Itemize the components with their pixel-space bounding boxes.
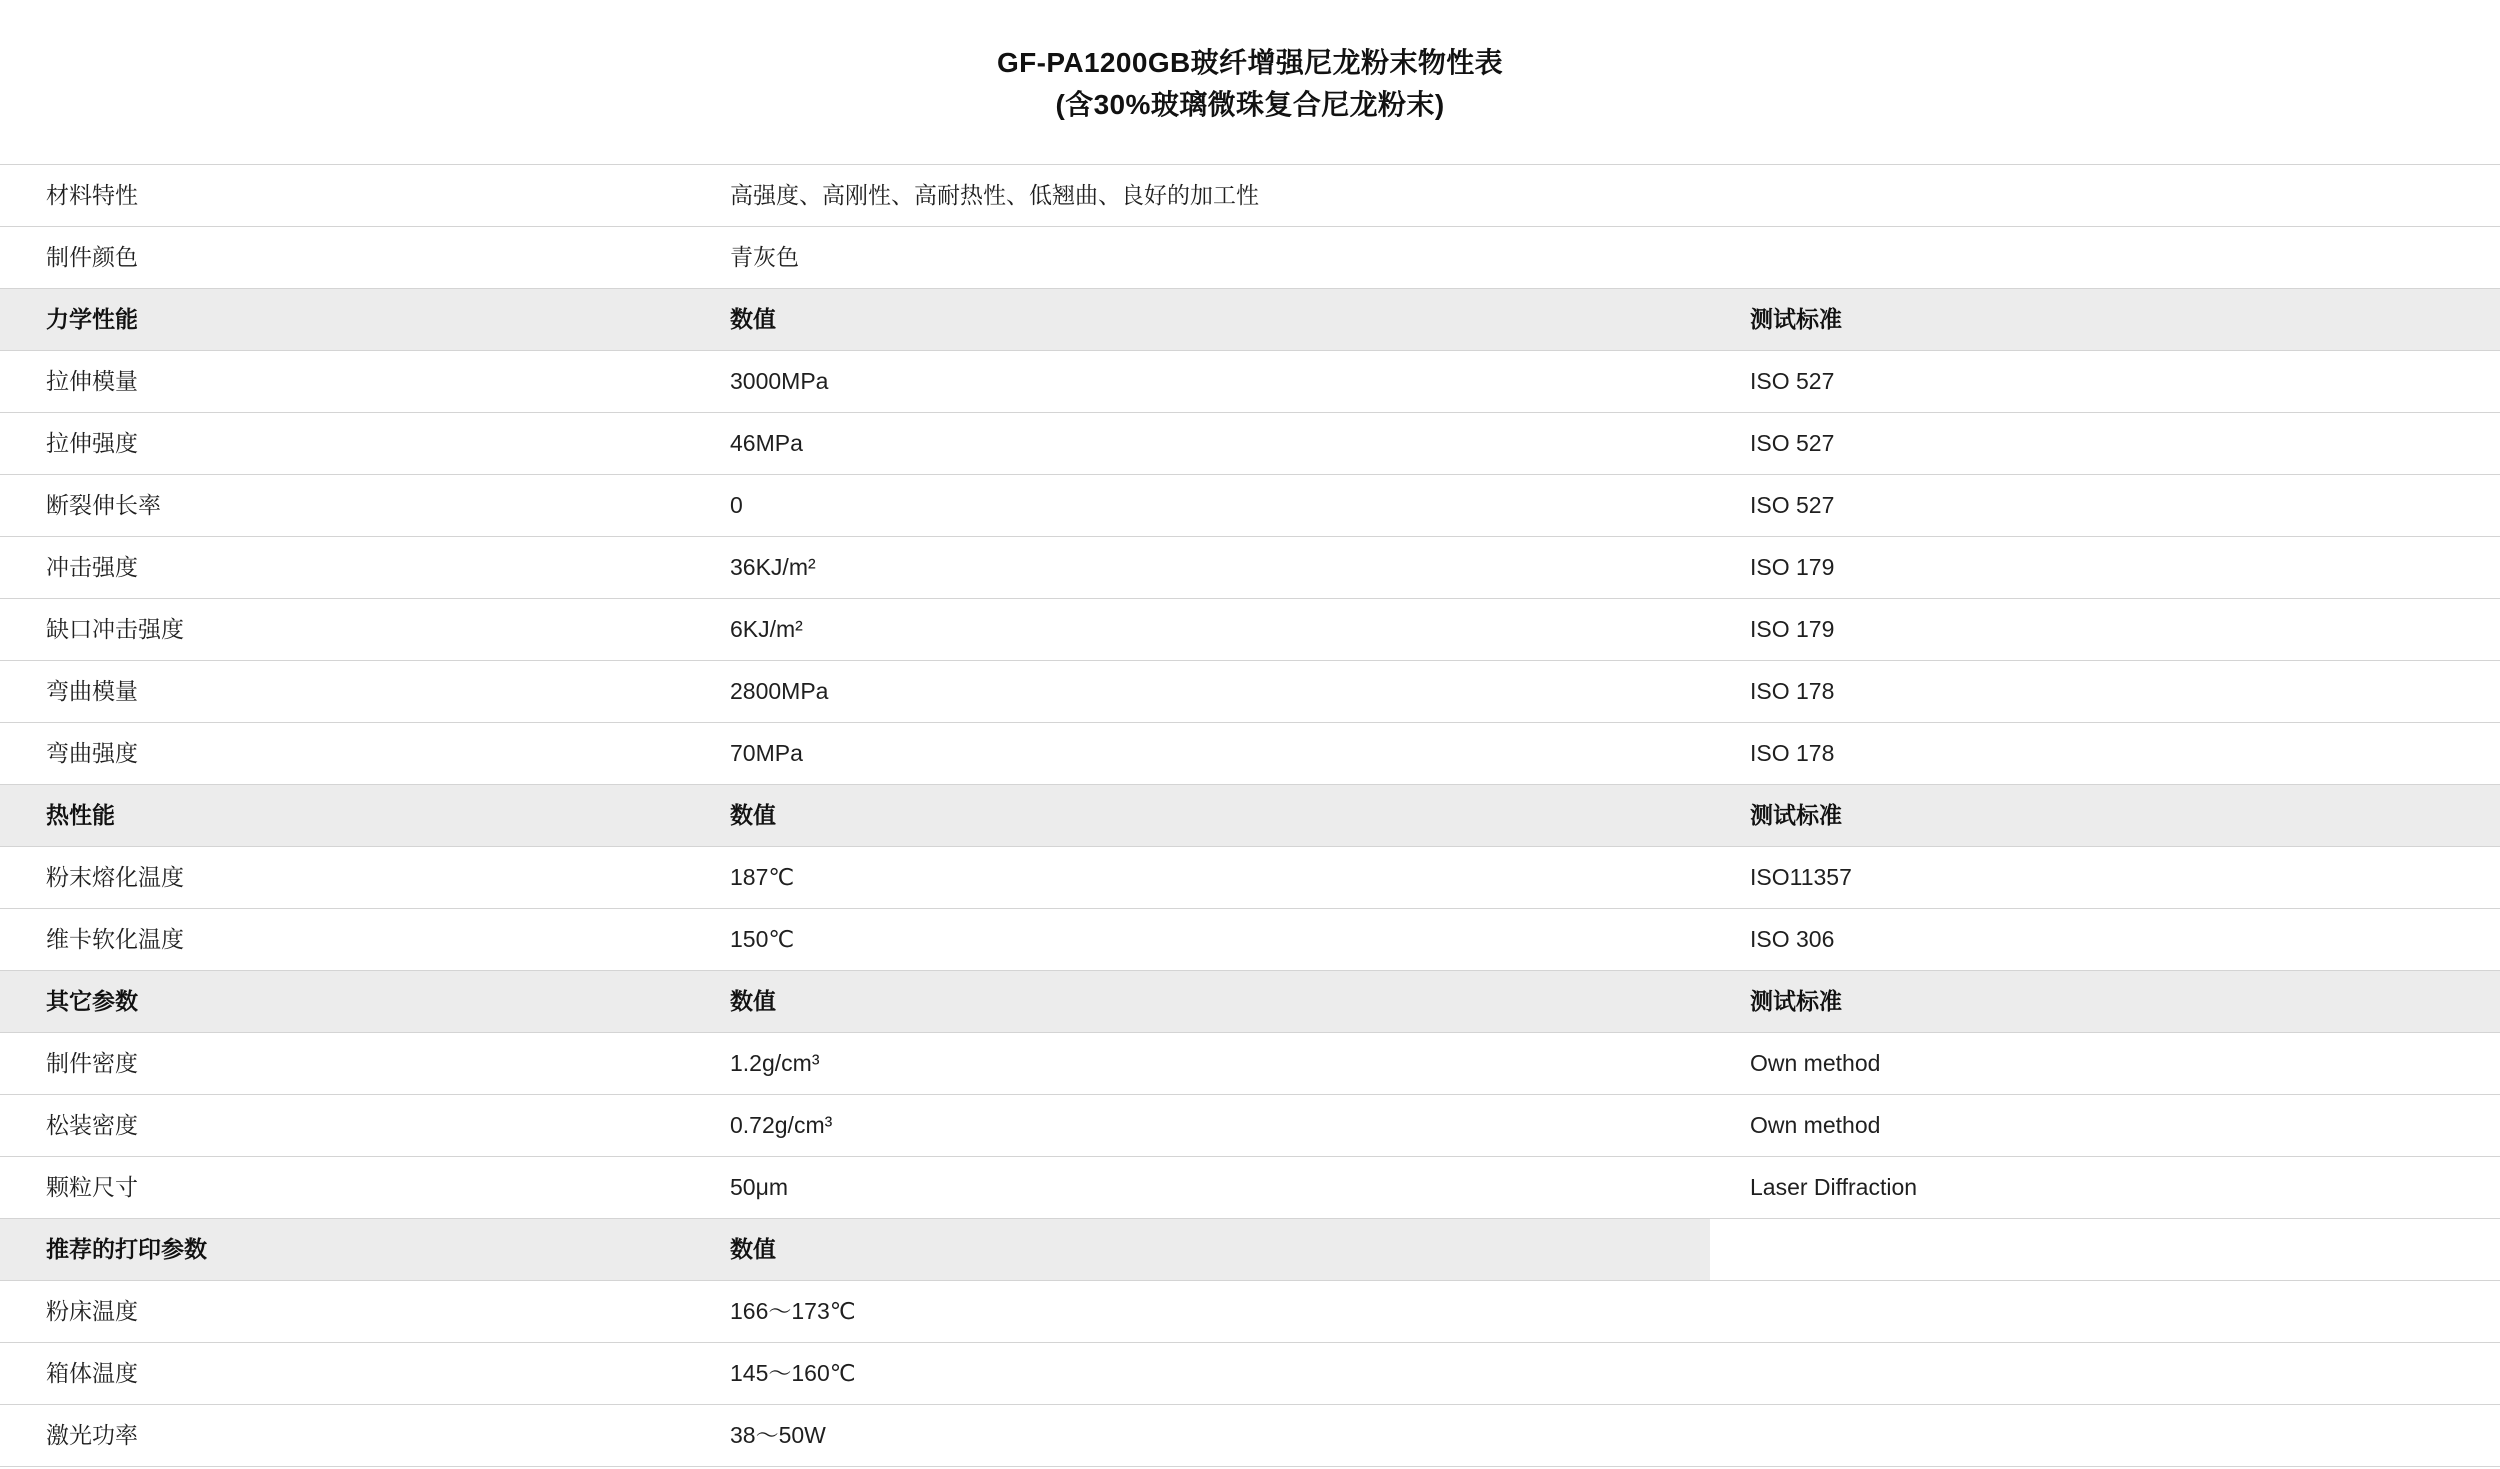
table-cell-property: 拉伸模量 bbox=[0, 351, 690, 413]
table-cell-standard: Own method bbox=[1710, 1033, 2500, 1095]
table-cell-property: 松装密度 bbox=[0, 1095, 690, 1157]
table-cell-value: 6KJ/m² bbox=[690, 599, 1710, 661]
table-row bbox=[0, 1157, 2500, 1219]
table-row bbox=[0, 847, 2500, 909]
table-cell-standard: ISO 179 bbox=[1710, 537, 2500, 599]
table-cell-standard: ISO 178 bbox=[1710, 723, 2500, 785]
table-cell-standard: Own method bbox=[1710, 1095, 2500, 1157]
table-section-row bbox=[0, 971, 2500, 1033]
table-cell-value: 数值 bbox=[690, 289, 1710, 351]
table-cell-property: 箱体温度 bbox=[0, 1343, 690, 1405]
table-cell-property: 粉床温度 bbox=[0, 1281, 690, 1343]
table-cell-standard: 测试标准 bbox=[1710, 785, 2500, 847]
table-cell-property: 热性能 bbox=[0, 785, 690, 847]
table-cell-property: 冲击强度 bbox=[0, 537, 690, 599]
table-cell-property: 制件颜色 bbox=[0, 227, 690, 289]
table-cell-value: 数值 bbox=[690, 785, 1710, 847]
table-row bbox=[0, 351, 2500, 413]
table-cell-standard bbox=[1710, 1281, 2500, 1343]
table-row bbox=[0, 227, 2500, 289]
table-cell-value: 青灰色 bbox=[690, 227, 2500, 289]
table-row bbox=[0, 909, 2500, 971]
table-cell-value: 38～50W bbox=[690, 1405, 1710, 1467]
table-row bbox=[0, 599, 2500, 661]
table-section-row bbox=[0, 1219, 2500, 1281]
table-cell-standard bbox=[1710, 1219, 2500, 1281]
table-cell-value: 36KJ/m² bbox=[690, 537, 1710, 599]
table-row bbox=[0, 723, 2500, 785]
table-row bbox=[0, 1281, 2500, 1343]
table-cell-property: 制件密度 bbox=[0, 1033, 690, 1095]
table-cell-property: 激光功率 bbox=[0, 1405, 690, 1467]
table-cell-value: 高强度、高刚性、高耐热性、低翘曲、良好的加工性 bbox=[690, 165, 2500, 227]
table-body bbox=[0, 165, 2500, 1467]
table-cell-value: 0.72g/cm³ bbox=[690, 1095, 1710, 1157]
table-cell-value: 166～173℃ bbox=[690, 1281, 1710, 1343]
table-cell-value: 数值 bbox=[690, 1219, 1710, 1281]
table-cell-property: 弯曲强度 bbox=[0, 723, 690, 785]
table-cell-standard: ISO 527 bbox=[1710, 413, 2500, 475]
table-cell-standard bbox=[1710, 1343, 2500, 1405]
table-row bbox=[0, 1343, 2500, 1405]
table-cell-value: 145～160℃ bbox=[690, 1343, 1710, 1405]
table-cell-standard: ISO 306 bbox=[1710, 909, 2500, 971]
table-cell-standard: 测试标准 bbox=[1710, 971, 2500, 1033]
table-cell-value: 50μm bbox=[690, 1157, 1710, 1219]
table-cell-standard bbox=[1710, 1405, 2500, 1467]
table-cell-value: 2800MPa bbox=[690, 661, 1710, 723]
table-cell-property: 其它参数 bbox=[0, 971, 690, 1033]
table-cell-property: 缺口冲击强度 bbox=[0, 599, 690, 661]
table-cell-property: 维卡软化温度 bbox=[0, 909, 690, 971]
table-cell-standard: ISO 178 bbox=[1710, 661, 2500, 723]
table-row bbox=[0, 475, 2500, 537]
table-cell-value: 150℃ bbox=[690, 909, 1710, 971]
page-title-secondary: (含30%玻璃微珠复合尼龙粉末) bbox=[1055, 89, 1445, 120]
table-row bbox=[0, 661, 2500, 723]
table-cell-property: 颗粒尺寸 bbox=[0, 1157, 690, 1219]
table-row bbox=[0, 1405, 2500, 1467]
table-cell-property: 断裂伸长率 bbox=[0, 475, 690, 537]
table-cell-value: 1.2g/cm³ bbox=[690, 1033, 1710, 1095]
table-cell-value: 46MPa bbox=[690, 413, 1710, 475]
table-cell-standard: ISO11357 bbox=[1710, 847, 2500, 909]
table-cell-value: 数值 bbox=[690, 971, 1710, 1033]
table-row bbox=[0, 537, 2500, 599]
page-title-primary: GF-PA1200GB玻纤增强尼龙粉末物性表 bbox=[996, 47, 1504, 78]
table-cell-value: 187℃ bbox=[690, 847, 1710, 909]
document-title-block bbox=[0, 0, 2500, 164]
table-cell-property: 推荐的打印参数 bbox=[0, 1219, 690, 1281]
table-cell-standard: ISO 527 bbox=[1710, 351, 2500, 413]
material-properties-table bbox=[0, 164, 2500, 1467]
table-cell-property: 材料特性 bbox=[0, 165, 690, 227]
table-cell-value: 0 bbox=[690, 475, 1710, 537]
table-cell-value: 70MPa bbox=[690, 723, 1710, 785]
table-cell-value: 3000MPa bbox=[690, 351, 1710, 413]
table-section-row bbox=[0, 289, 2500, 351]
table-cell-standard: ISO 179 bbox=[1710, 599, 2500, 661]
table-cell-standard: 测试标准 bbox=[1710, 289, 2500, 351]
table-cell-standard: ISO 527 bbox=[1710, 475, 2500, 537]
table-cell-property: 粉末熔化温度 bbox=[0, 847, 690, 909]
table-cell-property: 弯曲模量 bbox=[0, 661, 690, 723]
table-row bbox=[0, 1033, 2500, 1095]
table-cell-standard: Laser Diffraction bbox=[1710, 1157, 2500, 1219]
table-row bbox=[0, 165, 2500, 227]
table-row bbox=[0, 1095, 2500, 1157]
table-section-row bbox=[0, 785, 2500, 847]
table-row bbox=[0, 413, 2500, 475]
table-cell-property: 拉伸强度 bbox=[0, 413, 690, 475]
table-cell-property: 力学性能 bbox=[0, 289, 690, 351]
